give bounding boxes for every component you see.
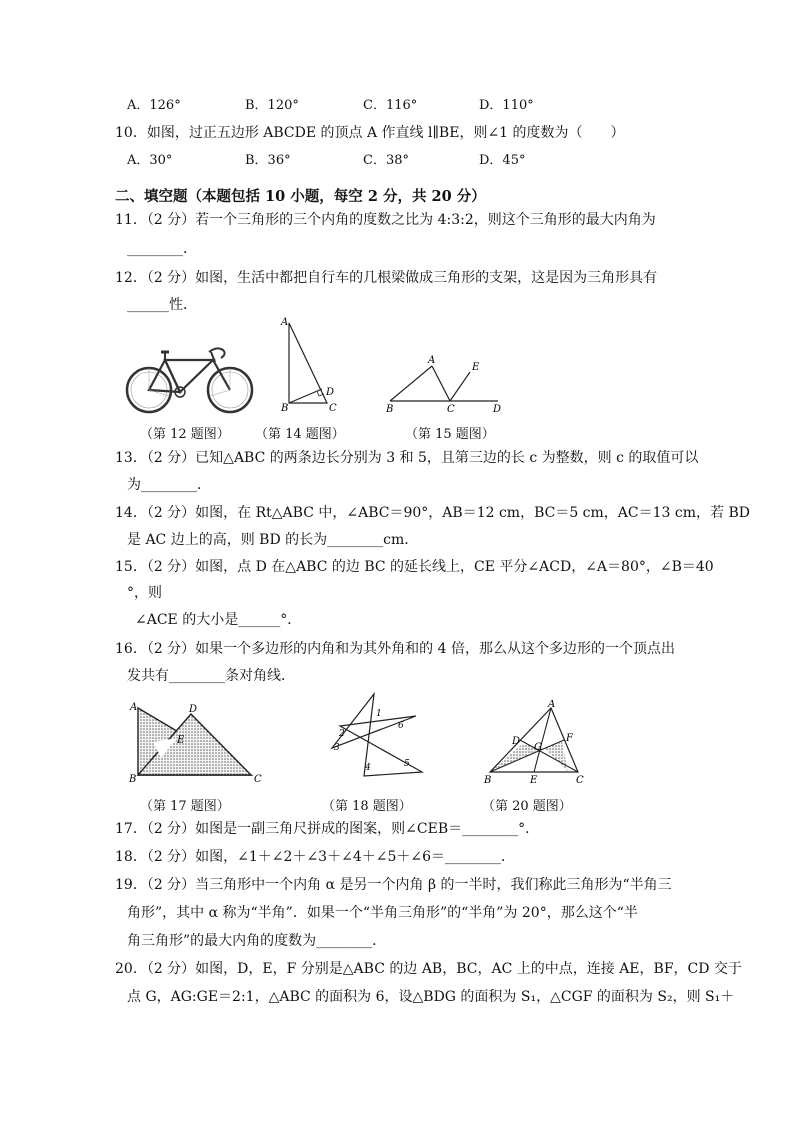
q20-line1: 20．（2 分）如图，D，E，F 分别是△ABC 的边 AB，BC，AC 上的中点，连接 AE，BF，CD 交于 xyxy=(115,961,742,977)
fig18-label-6: 6 xyxy=(398,721,404,731)
q14-line2: 是 AC 边上的高，则 BD 的长为________cm． xyxy=(127,532,419,548)
q16-line1: 16．（2 分）如果一个多边形的内角和为其外角和的 4 倍，那么从这个多边形的一个顶点出 xyxy=(115,641,675,657)
fig17-label-c: C xyxy=(254,774,262,784)
q19-line3: 角三角形”的最大内角的度数为________． xyxy=(127,933,387,949)
q19-line2: 角形”，其中 α 称为“半角”．如果一个“半角三角形”的“半角”为 20°，那么这个“半 xyxy=(127,905,638,921)
fig15-label-b: B xyxy=(386,404,394,415)
q10-option-d: D．45° xyxy=(479,153,526,168)
q13-line2: 为________． xyxy=(127,477,211,493)
q16-line2: 发共有________条对角线． xyxy=(127,668,295,684)
fig18-label-5: 5 xyxy=(404,759,410,769)
q9-option-b: B．120° xyxy=(245,98,299,113)
fig20-label-e: E xyxy=(530,775,538,786)
q9-option-a: A．126° xyxy=(127,98,181,113)
fig14-label-a: A xyxy=(281,317,289,328)
q9-option-d: D．110° xyxy=(479,98,534,113)
fig15-caption: （第 15 题图） xyxy=(405,427,495,442)
q12-line2: ______性． xyxy=(127,297,197,313)
fig14-triangle xyxy=(275,315,345,415)
q10-stem: 10．如图，过正五边形 ABCDE 的顶点 A 作直线 l∥BE，则∠1 的度数为（ ） xyxy=(115,125,625,141)
fig17-label-d: D xyxy=(189,704,198,715)
fig12-caption: （第 12 题图） xyxy=(140,427,230,442)
fig20-label-f: F xyxy=(566,733,573,744)
q15-line3: ∠ACE 的大小是______°． xyxy=(135,612,302,628)
fig20-medians xyxy=(480,700,590,786)
fig20-label-c: C xyxy=(576,775,584,786)
fig18-caption: （第 18 题图） xyxy=(322,799,412,814)
fig20-label-b: B xyxy=(484,775,492,786)
fig15-label-a: A xyxy=(428,355,436,366)
q11-line2: ________． xyxy=(127,241,197,257)
q12-line1: 12．（2 分）如图，生活中都把自行车的几根梁做成三角形的支架，这是因为三角形具有 xyxy=(115,270,658,286)
q19-line1: 19．（2 分）当三角形中一个内角 α 是另一个内角 β 的一半时，我们称此三角形为“半角三 xyxy=(115,877,672,893)
q15-line1: 15．（2 分）如图，点 D 在△ABC 的边 BC 的延长线上，CE 平分∠ACD，∠A＝80°，∠B＝40 xyxy=(115,559,714,575)
fig14-label-d: D xyxy=(326,387,335,398)
fig18-label-4: 4 xyxy=(365,763,371,773)
fig20-label-g: G xyxy=(534,742,542,753)
fig14-caption: （第 14 题图） xyxy=(255,427,345,442)
q13-line1: 13．（2 分）已知△ABC 的两条边长分别为 3 和 5，且第三边的长 c 为整数，则 c 的取值可以 xyxy=(115,450,699,466)
q17: 17．（2 分）如图是一副三角尺拼成的图案，则∠CEB＝________°． xyxy=(115,821,540,837)
q14-line1: 14．（2 分）如图，在 Rt△ABC 中，∠ABC＝90°，AB＝12 cm，BC＝5 cm，AC＝13 cm，若 BD xyxy=(115,505,750,521)
fig15-label-c: C xyxy=(447,404,455,415)
q18: 18．（2 分）如图，∠1＋∠2＋∠3＋∠4＋∠5＋∠6＝________． xyxy=(115,849,515,865)
fig20-caption: （第 20 题图） xyxy=(482,799,572,814)
fig17-label-b: B xyxy=(129,774,137,784)
q11-line1: 11．（2 分）若一个三角形的三个内角的度数之比为 4:3:2，则这个三角形的最大内角为 xyxy=(115,212,656,228)
q10-option-a: A．30° xyxy=(127,153,173,168)
fig18-label-2: 2 xyxy=(339,729,345,739)
fig20-label-d: D xyxy=(512,736,521,747)
fig15-diagram xyxy=(380,350,510,416)
fig15-label-e: E xyxy=(472,362,480,373)
q10-option-b: B．36° xyxy=(245,153,291,168)
fig18-label-1: 1 xyxy=(376,709,382,719)
q10-option-c: C．38° xyxy=(363,153,409,168)
fig15-label-d: D xyxy=(493,404,502,415)
q9-option-c: C．116° xyxy=(363,98,418,113)
section-heading: 二、填空题（本题包括 10 小题，每空 2 分，共 20 分） xyxy=(115,188,486,205)
fig17-label-a: A xyxy=(130,702,138,713)
fig17-label-e: E xyxy=(177,735,185,746)
fig18-star xyxy=(322,688,432,784)
bicycle-figure xyxy=(125,340,255,416)
q20-line2: 点 G，AG:GE＝2:1，△ABC 的面积为 6，设△BDG 的面积为 S₁，△CGF 的面积为 S₂，则 S₁＋ xyxy=(127,989,735,1005)
fig14-label-c: C xyxy=(329,403,337,414)
fig18-label-3: 3 xyxy=(334,743,340,753)
fig14-label-b: B xyxy=(281,403,289,414)
fig17-set-squares xyxy=(125,698,270,784)
fig20-label-a: A xyxy=(548,700,556,710)
q15-line2: °，则 xyxy=(127,585,162,601)
fig17-caption: （第 17 题图） xyxy=(140,799,230,814)
